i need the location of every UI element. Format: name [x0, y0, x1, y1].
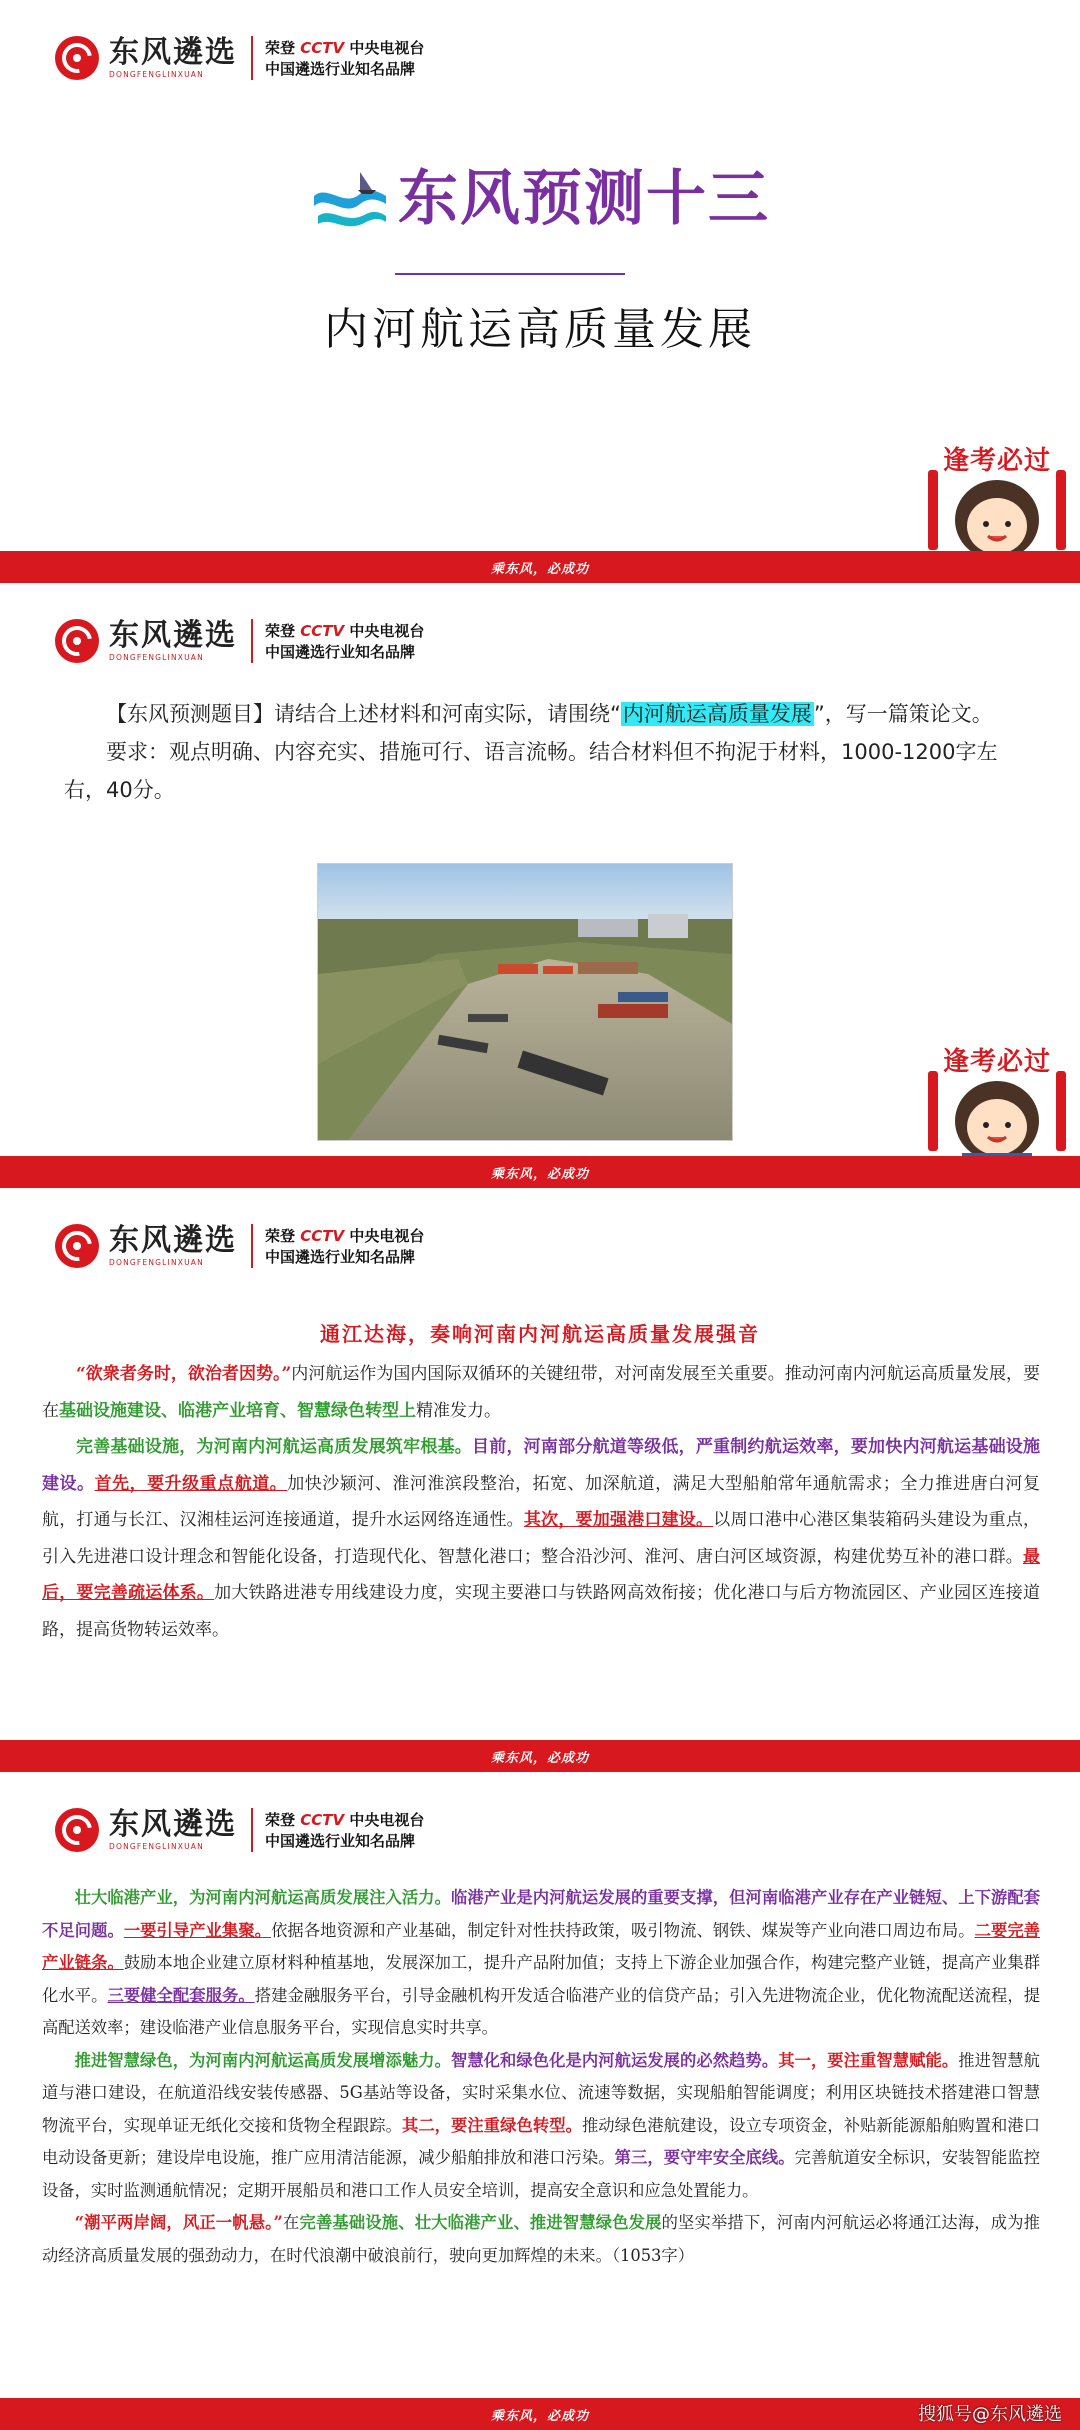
slogan-band — [0, 1740, 1080, 1772]
brand-mark-icon — [55, 1808, 99, 1852]
slogan-band — [0, 1156, 1080, 1188]
cover-title: 东风预测十三 — [398, 164, 770, 234]
brand-divider — [251, 1808, 253, 1852]
essay-body-2 — [42, 1882, 1040, 2272]
brand-badge-line1: 荣登 CCTV 中央电视台 — [265, 1811, 425, 1829]
brand-name: 东风遴选 — [109, 1807, 237, 1842]
brand-divider — [251, 1224, 253, 1268]
brand-name-en: DONGFENGLINXUAN — [109, 1842, 204, 1851]
brand-mark-icon — [55, 36, 99, 80]
brand-name-en: DONGFENGLINXUAN — [109, 70, 204, 79]
brand-badge-line2: 中国遴选行业知名品牌 — [265, 643, 416, 661]
brand-name-en: DONGFENGLINXUAN — [109, 1258, 204, 1267]
essay-page-2 — [0, 1772, 1080, 2430]
brand-logo — [55, 1220, 424, 1272]
question-text — [64, 695, 1022, 809]
port-photo-image — [318, 864, 732, 1140]
brand-mark-icon — [55, 1224, 99, 1268]
watermark: 搜狐号@东风遴选 — [918, 2404, 1062, 2425]
cover-page — [0, 0, 1080, 583]
question-page — [0, 583, 1080, 1188]
brand-name: 东风遴选 — [109, 1223, 237, 1258]
brand-badge-line1: 荣登 CCTV 中央电视台 — [265, 1227, 425, 1245]
brand-badge-line2: 中国遴选行业知名品牌 — [265, 1248, 416, 1266]
essay-body-1 — [42, 1356, 1040, 1648]
brand-mark-icon — [55, 619, 99, 663]
question-highlight: 内河航运高质量发展 — [622, 702, 812, 726]
slogan: 乘东风，必成功 — [490, 1166, 589, 1182]
title-underline — [395, 273, 625, 275]
essay-paragraph-conclusion: “潮平两岸阔，风正一帆悬。”在完善基础设施、壮大临港产业、推进智慧绿色发展的坚实举措下，河南内河航运必将通江达海，成为推动经济高质量发展的强劲动力，在时代浪潮中破浪前行，驶向更加辉煌的未来。（1053字） — [42, 2213, 1040, 2265]
slogan: 乘东风，必成功 — [490, 1750, 589, 1766]
question-line1: 【东风预测题目】请结合上述材料和河南实际，请围绕“内河航运高质量发展”，写一篇策论文。 — [106, 702, 993, 726]
brand-name: 东风遴选 — [109, 618, 237, 653]
essay-paragraph-industry: 壮大临港产业，为河南内河航运高质发展注入活力。临港产业是内河航运发展的重要支撑，但河南临港产业存在产业链短、上下游配套不足问题。一要引导产业集聚。依据各地资源和产业基础，制定针对性扶持政策，吸引物流、钢铁、煤炭等产业向港口周边布局。二要完善产业链条。鼓励本地企业建立原材料种植基地，发展深加工，提升产品附加值；支持上下游企业加强合作，构建完整产业链，提高产业集群化水平。三要健全配套服务。搭建金融服务平台，引导金融机构开发适合临港产业的信贷产品；引入先进物流企业，优化物流配送流程，提高配送效率；建设临港产业信息服务平台，实现信息实时共享。 — [42, 1888, 1040, 2037]
essay-paragraph-intro: “欲衆者务时，欲治者因势。”内河航运作为国内国际双循环的关键纽带，对河南发展至关重要。推动河南内河航运高质量发展，要在基础设施建设、临港产业培育、智慧绿色转型上精准发力。 — [42, 1364, 1041, 1421]
brand-badge-line2: 中国遴选行业知名品牌 — [265, 1832, 416, 1850]
brand-logo — [55, 32, 424, 84]
brand-badge-line1: 荣登 CCTV 中央电视台 — [265, 622, 425, 640]
slogan: 乘东风，必成功 — [490, 561, 589, 577]
brand-divider — [251, 619, 253, 663]
brand-divider — [251, 36, 253, 80]
brand-name: 东风遴选 — [109, 35, 237, 70]
cover-title-block — [0, 162, 1080, 236]
essay-page-1 — [0, 1188, 1080, 1772]
cover-subtitle: 内河航运高质量发展 — [324, 304, 756, 355]
river-port-photo — [317, 863, 733, 1141]
brand-badge-line1: 荣登 CCTV 中央电视台 — [265, 39, 425, 57]
mascot-text: 逢考必过 — [942, 446, 1051, 476]
brand-name-en: DONGFENGLINXUAN — [109, 653, 204, 662]
river-boat-icon — [310, 164, 390, 234]
brand-logo — [55, 1804, 424, 1856]
essay-paragraph-infrastructure: 完善基础设施，为河南内河航运高质发展筑牢根基。目前，河南部分航道等级低，严重制约航运效率，要加快内河航运基础设施建设。首先，要升级重点航道。加快沙颍河、淮河淮滨段整治，拓宽、加深航道，满足大型船舶常年通航需求；全力推进唐白河复航，打通与长江、汉湘桂运河连接通道，提升水运网络连通性。其次，要加强港口建设。以周口港中心港区集装箱码头建设为重点，引入先进港口设计理念和智能化设备，打造现代化、智慧化港口；整合沿沙河、淮河、唐白河区域资源，构建优势互补的港口群。最后，要完善疏运体系。加大铁路进港专用线建设力度，实现主要港口与铁路网高效衔接；优化港口与后方物流园区、产业园区连接道路，提高货物转运效率。 — [42, 1437, 1041, 1640]
mascot-text: 逢考必过 — [942, 1047, 1051, 1077]
question-line2: 要求：观点明确、内容充实、措施可行、语言流畅。结合材料但不拘泥于材料，1000-1200字左右，40分。 — [64, 740, 998, 802]
slogan: 乘东风，必成功 — [490, 2408, 589, 2424]
brand-logo — [55, 615, 424, 667]
brand-badge-line2: 中国遴选行业知名品牌 — [265, 60, 416, 78]
slogan-band — [0, 551, 1080, 583]
essay-paragraph-smart-green: 推进智慧绿色，为河南内河航运高质发展增添魅力。智慧化和绿色化是内河航运发展的必然趋势。其一，要注重智慧赋能。推进智慧航道与港口建设，在航道沿线安装传感器、5G基站等设备，实时采集水位、流速等数据，实现船舶智能调度；利用区块链技术搭建港口智慧物流平台，实现单证无纸化交接和货物全程跟踪。其二，要注重绿色转型。推动绿色港航建设，设立专项资金，补贴新能源船舶购置和港口电动设备更新；建设岸电设施，推广应用清洁能源，减少船舶排放和港口污染。第三，要守牢安全底线。完善航道安全标识，安装智能监控设备，实时监测通航情况；定期开展船员和港口工作人员安全培训，提高安全意识和应急处置能力。 — [42, 2050, 1040, 2200]
essay-title: 通江达海，奏响河南内河航运高质量发展强音 — [320, 1322, 760, 1346]
